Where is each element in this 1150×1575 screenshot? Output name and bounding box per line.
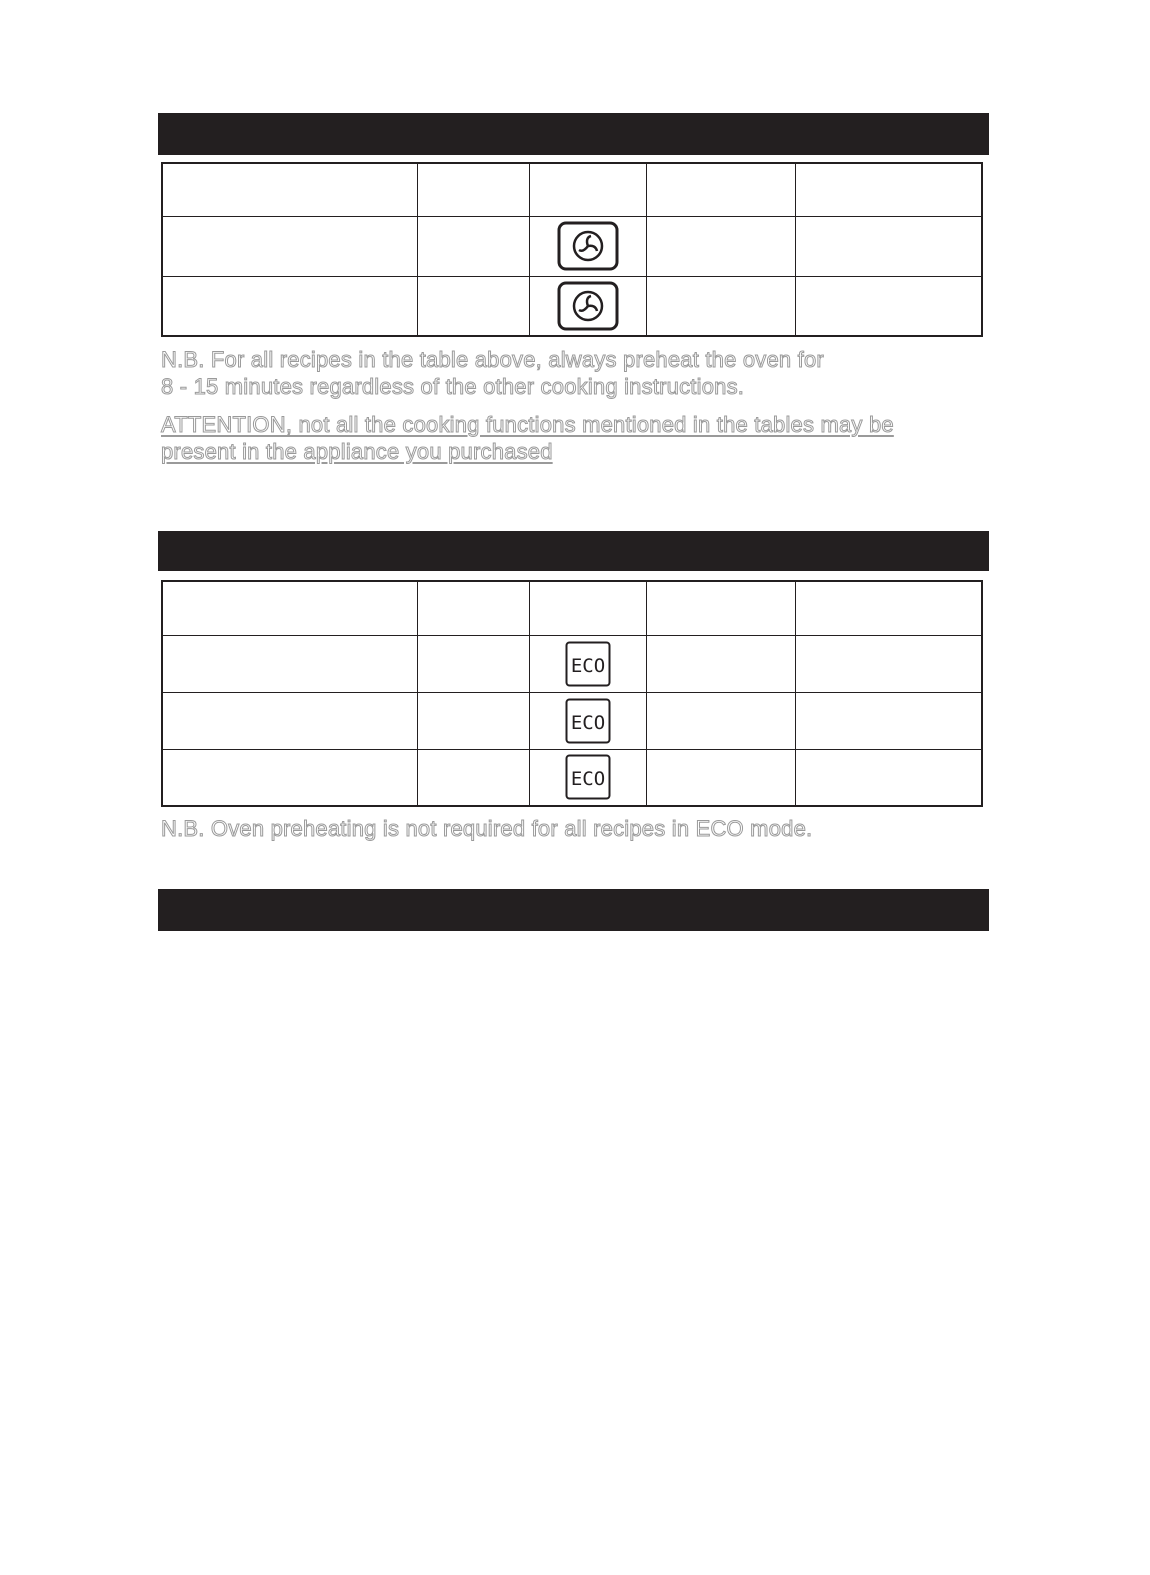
eco-icon <box>565 754 611 800</box>
table-row <box>162 749 982 806</box>
header-cell <box>646 163 795 216</box>
eco-icon-label: ECO <box>570 768 605 791</box>
table-header-row <box>162 581 982 635</box>
table-row <box>162 635 982 692</box>
header-cell <box>417 581 529 635</box>
section-1-table <box>161 162 983 337</box>
table-header-row <box>162 163 982 216</box>
preheat-note-line-2: 8 - 15 minutes regardless of the other cooking instructions. <box>161 374 745 399</box>
section-1-header-bar <box>158 113 989 155</box>
fan-icon <box>557 281 619 331</box>
section-3-header-bar <box>158 889 989 931</box>
table-row <box>162 216 982 276</box>
header-cell <box>795 581 982 635</box>
eco-icon-label: ECO <box>570 654 605 677</box>
section-2-header-bar <box>158 531 989 571</box>
section-2-table <box>161 580 983 807</box>
header-cell <box>417 163 529 216</box>
header-cell <box>162 581 417 635</box>
eco-icon <box>565 698 611 744</box>
attention-note-line-1: ATTENTION, not all the cooking functions mentioned in the tables may be <box>161 412 894 437</box>
table-row <box>162 276 982 336</box>
eco-icon <box>565 641 611 687</box>
header-cell <box>795 163 982 216</box>
fan-icon <box>557 221 619 271</box>
header-cell <box>162 163 417 216</box>
eco-icon-label: ECO <box>570 711 605 734</box>
eco-note: N.B. Oven preheating is not required for all recipes in ECO mode. <box>161 816 813 841</box>
preheat-note-line-1: N.B. For all recipes in the table above, always preheat the oven for <box>161 347 824 372</box>
header-cell <box>529 163 646 216</box>
header-cell <box>646 581 795 635</box>
table-row <box>162 692 982 749</box>
header-cell <box>529 581 646 635</box>
attention-note-line-2: present in the appliance you purchased <box>161 439 553 464</box>
